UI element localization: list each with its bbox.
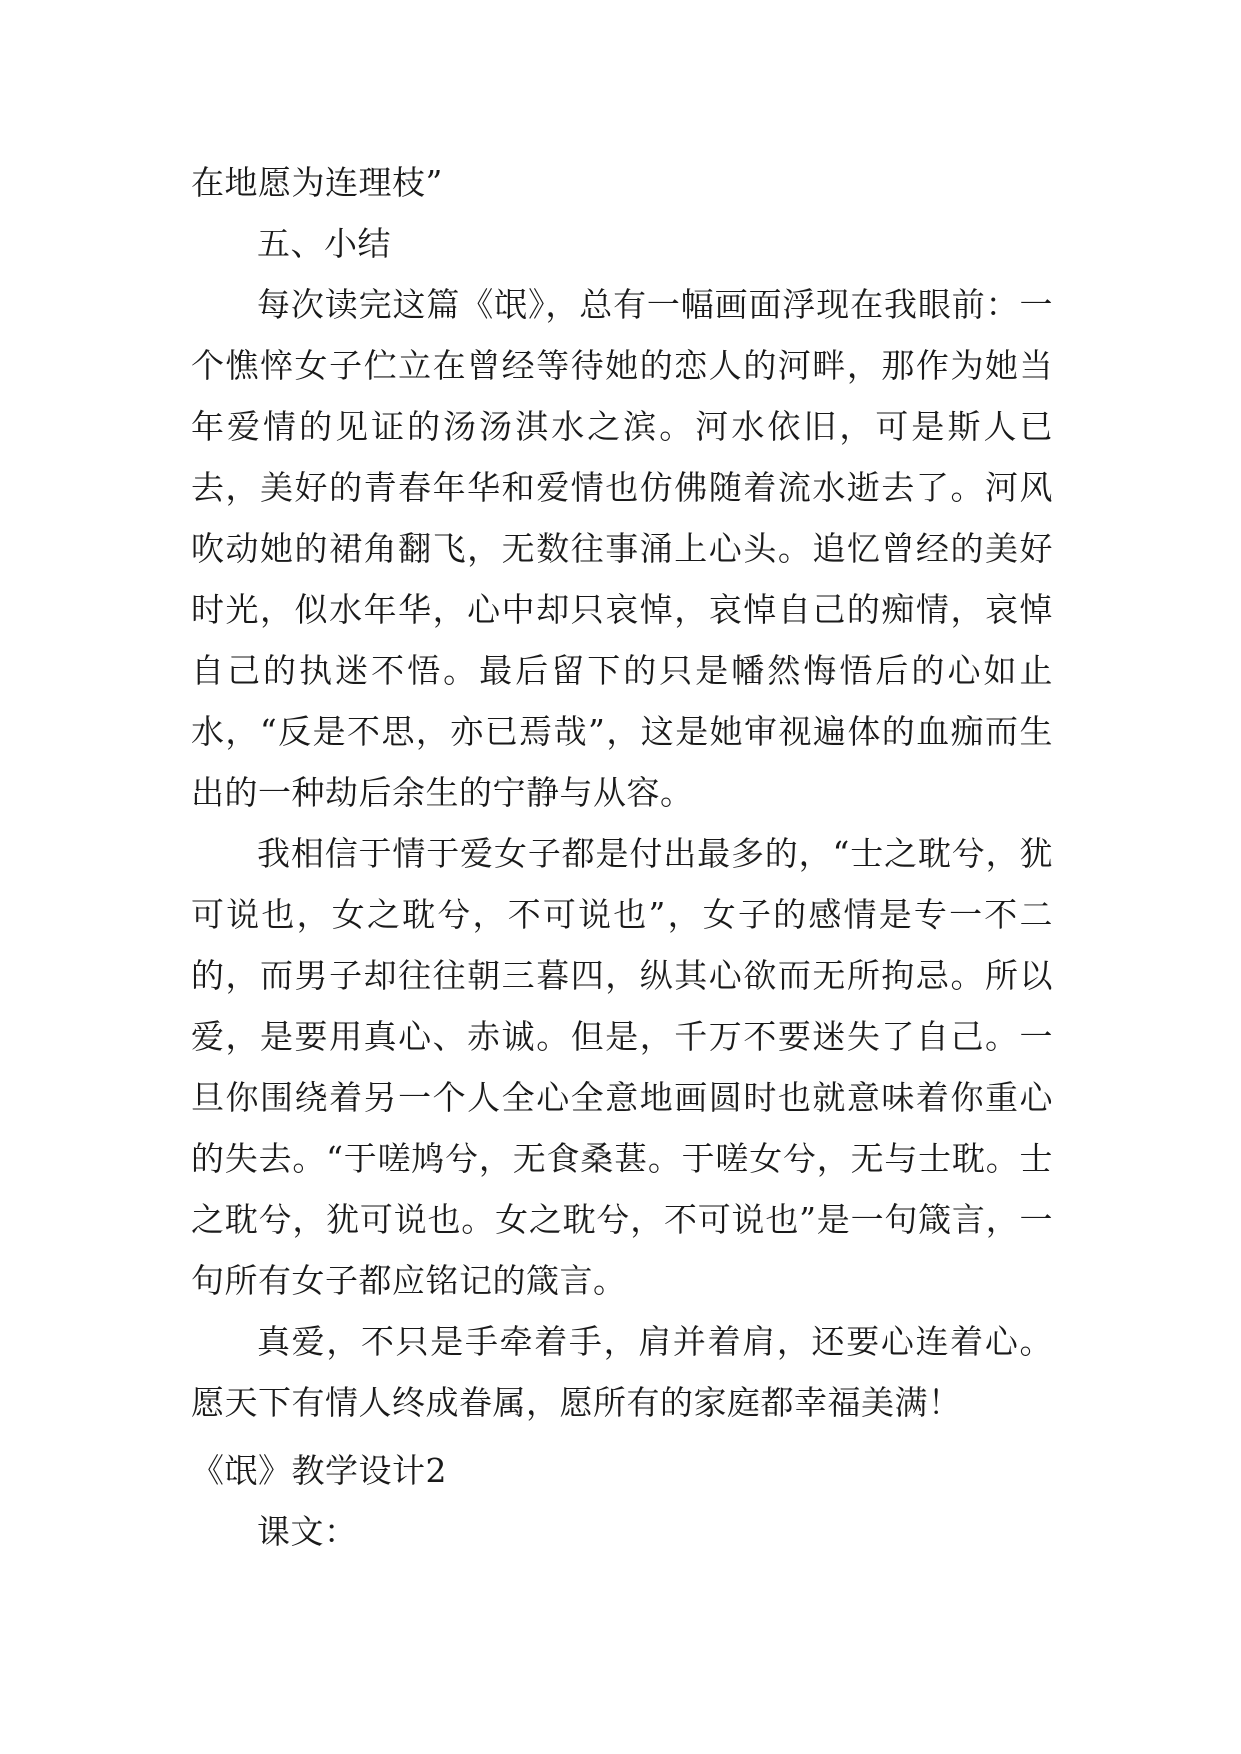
paragraph-summary-reflection: 每次读完这篇《氓》，总有一幅画面浮现在我眼前：一个憔悴女子伫立在曾经等待她的恋人的河畔，那作为她当年爱情的见证的汤汤淇水之滨。河水依旧，可是斯人已去，美好的青春年华和爱情也仿佛随着流水逝去了。河风吹动她的裙角翻飞，无数往事涌上心头。追忆曾经的美好时光，似水年华，心中却只哀悼，哀悼自己的痴情，哀悼自己的执迷不悟。最后留下的只是幡然悔悟后的心如止水，“反是不思，亦已焉哉”，这是她审视遍体的血痂而生出的一种劫后余生的宁静与从容。 [191, 285, 1053, 812]
document-body [191, 152, 1053, 1433]
section-title-summary: 五、小结 [257, 224, 391, 263]
subheading-text-label: 课文： [257, 1512, 358, 1551]
paragraph-closing-wish: 真爱，不只是手牵着手，肩并着肩，还要心连着心。愿天下有情人终成眷属，愿所有的家庭都幸福美满！ [191, 1322, 1053, 1422]
section-heading: 《氓》教学设计2 [191, 1451, 447, 1490]
paragraph-love-reflection: 我相信于情于爱女子都是付出最多的，“士之耽兮，犹可说也，女之耽兮，不可说也”，女子的感情是专一不二的，而男子却往往朝三暮四，纵其心欲而无所拘忌。所以爱，是要用真心、赤诚。但是，千万不要迷失了自己。一旦你围绕着另一个人全心全意地画圆时也就意味着你重心的失去。“于嗟鸠兮，无食桑葚。于嗟女兮，无与士耽。士之耽兮，犹可说也。女之耽兮，不可说也”是一句箴言，一句所有女子都应铭记的箴言。 [191, 834, 1053, 1300]
paragraph-continuation: 在地愿为连理枝” [191, 163, 443, 202]
